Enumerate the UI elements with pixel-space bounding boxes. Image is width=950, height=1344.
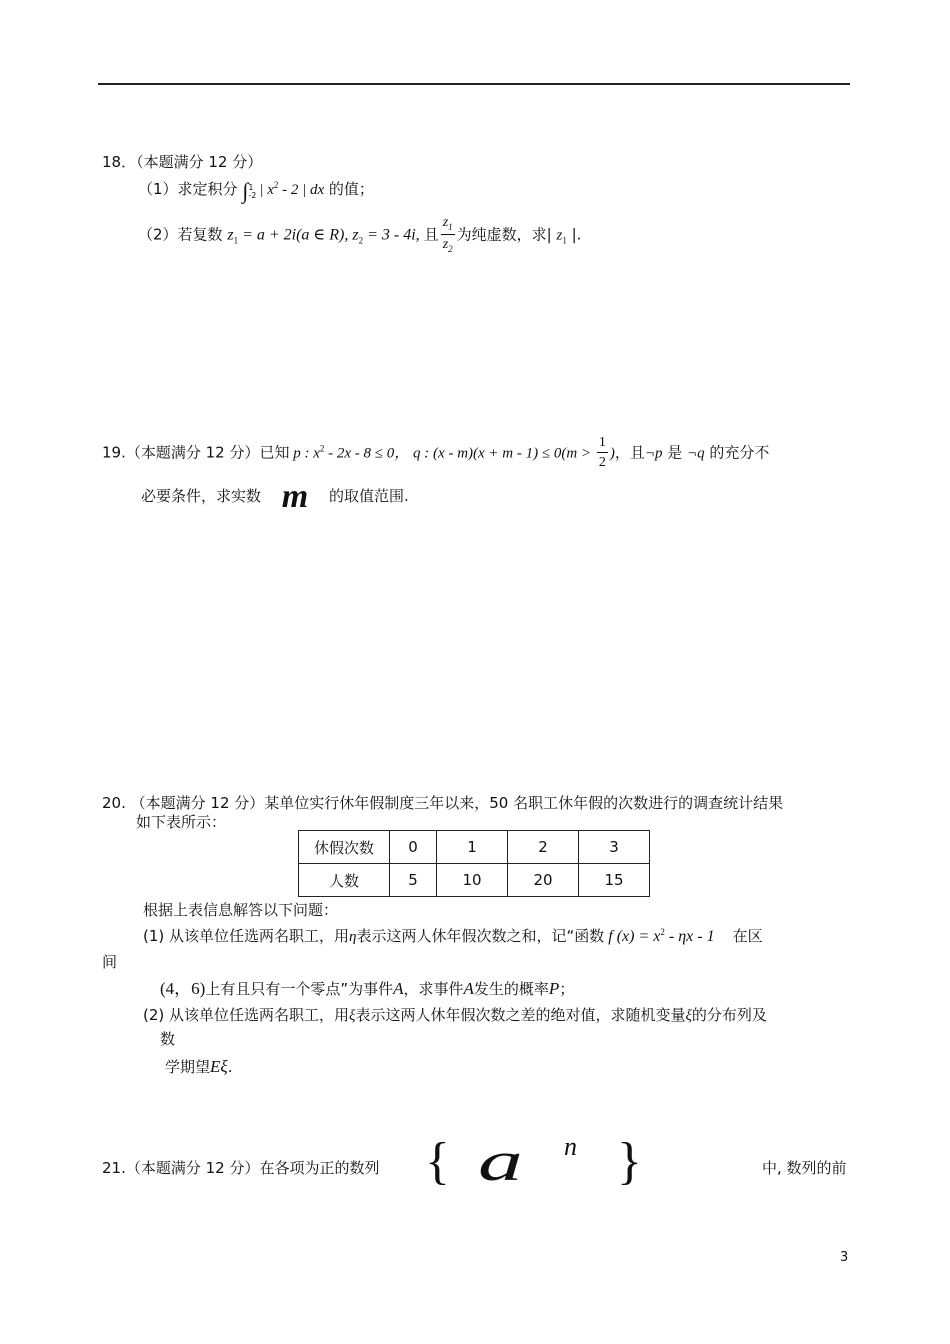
- table-cell: 5: [390, 864, 437, 897]
- table-cell: 0: [390, 831, 437, 864]
- table-row-header: 人数: [299, 864, 390, 897]
- question-number: 18．: [102, 153, 137, 171]
- table-cell: 10: [437, 864, 508, 897]
- fraction-z1-over-z2: $\frac{z_1}{z_2}$: [442, 215, 453, 254]
- question-score: （本题满分 12 分）: [136, 153, 263, 171]
- table-cell: 20: [508, 864, 579, 897]
- question-19-line-1: 19.（本题满分 12 分）已知 p : $x^2 - 2x - 8 \le 0$， q : (x - m)(x + m - 1) ≤ 0(m > $\frac{1}{2}$ )，且¬p 是 ¬q 的充分不: [102, 435, 770, 470]
- page-number: 3: [840, 1250, 849, 1265]
- vacation-table: [298, 830, 650, 897]
- question-score: （本题满分 12 分）: [130, 794, 265, 812]
- question-20-part-2: (2) 从该单位任选两名职工，用ξ表示这两人休年假次数之差的绝对值，求随机变量ξ的分布列及: [143, 1006, 767, 1024]
- table-cell: 2: [508, 831, 579, 864]
- header-rule: [98, 83, 850, 85]
- question-18-header: [102, 151, 262, 172]
- question-20-part-1-cont: (4，6)上有且只有一个零点”为事件A，求事件A发生的概率P；: [160, 979, 575, 998]
- table-row: [299, 831, 650, 864]
- question-20-line-1: 20. （本题满分 12 分）某单位实行休年假制度三年以来，50 名职工休年假的次数进行的调查统计结果: [102, 794, 784, 812]
- question-20-part-2-cont: 学期望Eξ.: [165, 1057, 233, 1076]
- table-row: [299, 864, 650, 897]
- fraction-one-half: $\frac{1}{2}$: [598, 435, 606, 470]
- integral-symbol: ∫: [242, 178, 249, 203]
- question-21-text: 21.（本题满分 12 分）在各项为正的数列: [102, 1159, 380, 1177]
- table-cell: 1: [437, 831, 508, 864]
- table-cell: 15: [579, 864, 650, 897]
- table-cell: 3: [579, 831, 650, 864]
- question-number: 19.: [102, 443, 126, 462]
- question-number: 20.: [102, 794, 126, 812]
- question-20-wrap-2: 数: [160, 1030, 176, 1048]
- question-20-line-2: 如下表所示：: [136, 813, 227, 831]
- question-21-text-end: 中, 数列的前: [762, 1159, 847, 1177]
- variable-m: m: [281, 478, 309, 515]
- question-number: 21.: [102, 1159, 126, 1177]
- question-18-part-2: （2）若复数 $z_1 = a + 2i(a$ ∈ R), $z_2 = 3 - 4i$, 且 $\frac{z_1}{z_2}$ 为纯虚数，求| $z_1$ |.: [138, 215, 582, 254]
- question-score: （本题满分 12 分）: [125, 443, 260, 462]
- question-20-part-1: (1) 从该单位任选两名职工，用η表示这两人休年假次数之和，记“函数 f $(x) = x^2 - \eta x - 1$ 在区: [143, 927, 763, 945]
- question-20-wrap-1: 间: [102, 953, 118, 971]
- question-18-part-1: （1）求定积分 ∫ 1 -2 | $x^2 - 2$ | dx 的值；: [138, 178, 374, 203]
- question-20-line-3: 根据上表信息解答以下问题：: [143, 901, 339, 919]
- question-score: （本题满分 12 分）: [125, 1159, 260, 1177]
- sequence-notation: { a n }: [425, 1131, 642, 1193]
- question-19-line-2: 必要条件，求实数 m 的取值范围.: [141, 478, 409, 515]
- table-row-header: 休假次数: [299, 831, 390, 864]
